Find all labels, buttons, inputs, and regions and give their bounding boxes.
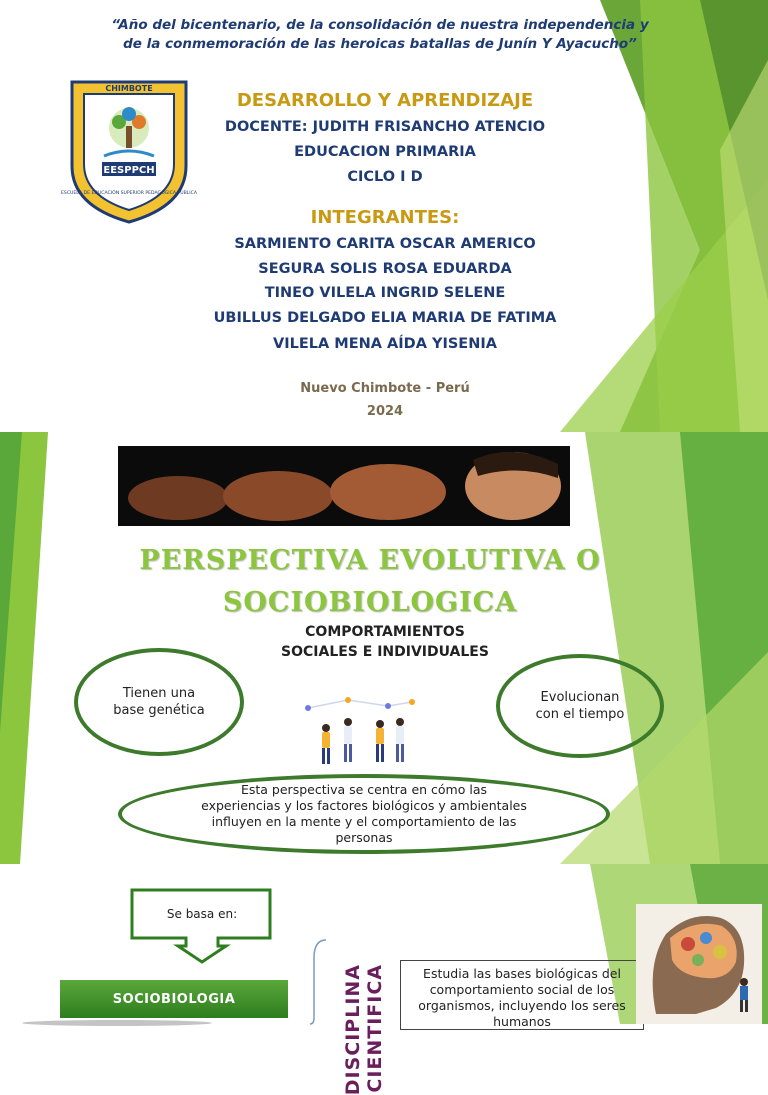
bracket [308, 938, 328, 1024]
callout-text: Se basa en: [166, 907, 238, 921]
member-name: VILELA MENA AÍDA YISENIA [273, 336, 497, 352]
teacher-line: DOCENTE: JUDITH FRISANCHO ATENCIO [224, 119, 546, 135]
callout-shape [130, 888, 274, 964]
course-title: DESARROLLO Y APRENDIZAJE [236, 90, 534, 111]
perspective-description-oval: Esta perspectiva se centra en cómo las experiencias y los factores biológicos y ambientales influyen en la mente y el comportamiento de las personas [118, 774, 610, 854]
cover-slide [0, 0, 768, 432]
sociobiology-slide [0, 864, 768, 1095]
human-evolution-image [118, 446, 570, 526]
vertical-word: DISCIPLINA [342, 964, 364, 1095]
logo-top-text: CHIMBOTE [105, 84, 153, 93]
member-name: TINEO VILELA INGRID SELENE [264, 285, 506, 301]
genetic-basis-oval: Tienen una base genética [74, 648, 244, 756]
behaviors-subtitle: COMPORTAMIENTOS SOCIALES E INDIVIDUALES [281, 624, 489, 660]
place-line: Nuevo Chimbote - Perú [300, 381, 470, 396]
bar-shadow [22, 1020, 212, 1026]
members-heading: INTEGRANTES: [310, 207, 460, 228]
member-name: SARMIENTO CARITA OSCAR AMERICO [234, 236, 536, 252]
sociobiology-bar: SOCIOBIOLOGIA [60, 980, 288, 1018]
motto: “Año del bicentenario, de la consolidación de nuestra independencia y de la conmemoración de las heroicas batallas de Junín Y Ayacucho” [111, 17, 649, 52]
people-network-illustration [288, 694, 428, 770]
member-name: UBILLUS DELGADO ELIA MARIA DE FATIMA [213, 310, 557, 326]
member-name: SEGURA SOLIS ROSA EDUARDA [258, 261, 512, 277]
vertical-word: CIENTIFICA [364, 964, 386, 1093]
sociobiology-description: Estudia las bases biológicas del comportamiento social de los organismos, incluyendo los seres humanos [400, 960, 644, 1030]
evolutionary-perspective-slide [0, 432, 768, 864]
school-logo [60, 76, 198, 226]
year-line: 2024 [366, 404, 404, 419]
brain-head-illustration [636, 904, 762, 1024]
slide-title: PERSPECTIVA EVOLUTIVA O SOCIOBIOLOGICA [139, 545, 601, 618]
logo-acronym: EESPPCH [103, 165, 155, 176]
program-line: EDUCACION PRIMARIA [294, 144, 476, 160]
cycle-line: CICLO I D [347, 169, 423, 185]
evolve-over-time-oval: Evolucionan con el tiempo [496, 654, 664, 758]
logo-ring-text: ESCUELA DE EDUCACIÓN SUPERIOR PEDAGÓGICA PÚBLICA [60, 191, 198, 196]
